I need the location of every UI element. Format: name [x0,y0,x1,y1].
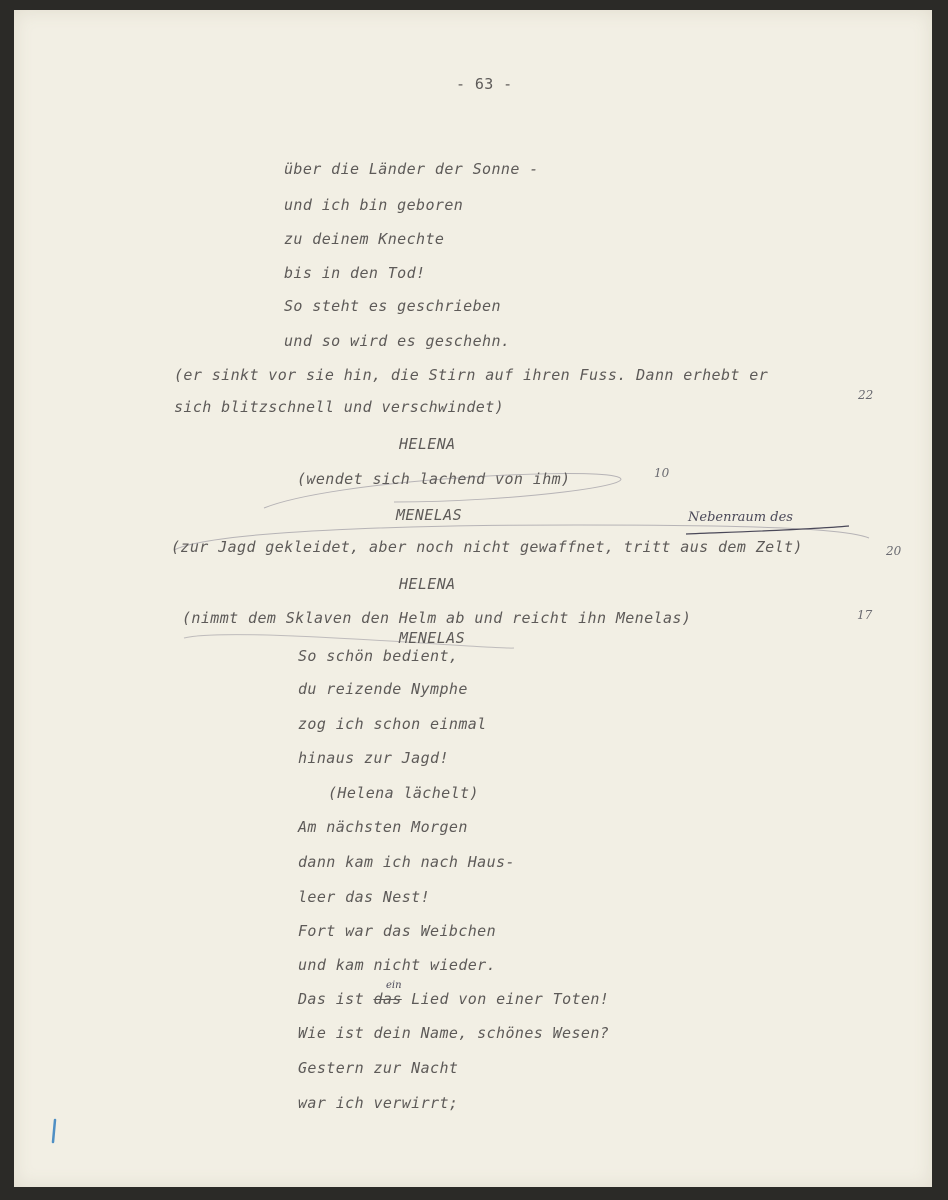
text-line: Am nächsten Morgen [298,818,468,836]
margin-note: 20 [886,544,902,558]
text-line: hinaus zur Jagd! [298,749,449,767]
speaker-name: MENELAS [396,506,463,524]
speaker-name: HELENA [399,435,456,453]
text-line: und ich bin geboren [284,196,464,214]
text-line: und kam nicht wieder. [298,956,497,974]
stage-direction: sich blitzschnell und verschwindet) [174,398,505,416]
stage-direction: (nimmt dem Sklaven den Helm ab und reicht ihn Menelas) [182,609,692,627]
text-line: leer das Nest! [298,888,431,906]
document-page [14,10,932,1187]
margin-note: 17 [857,608,873,622]
text-line: bis in den Tod! [284,264,426,282]
text-line: zog ich schon einmal [298,715,487,733]
handwritten-correction: ein [386,980,402,991]
text-line: Wie ist dein Name, schönes Wesen? [298,1024,610,1042]
text-fragment: Das ist [298,990,365,1008]
page-number: - 63 - [456,75,513,93]
pencil-strokes [14,10,932,1187]
text-line: war ich verwirrt; [298,1094,459,1112]
speaker-name: MENELAS [399,629,466,647]
stage-direction: (wendet sich lachend von ihm) [297,470,571,488]
text-line: über die Länder der Sonne - [284,160,539,178]
handwritten-insertion: Nebenraum des [688,510,793,525]
stage-direction: (Helena lächelt) [328,784,479,802]
text-line: zu deinem Knechte [284,230,445,248]
margin-note: 10 [654,466,670,480]
text-line: Fort war das Weibchen [298,922,497,940]
text-fragment: Lied von einer Toten! [411,990,610,1008]
text-line: So steht es geschrieben [284,297,501,315]
margin-note: 22 [858,388,874,402]
stage-direction: (zur Jagd gekleidet, aber noch nicht gewaffnet, tritt aus dem Zelt) [171,538,803,556]
text-line: dann kam ich nach Haus- [298,853,515,871]
speaker-name: HELENA [399,575,456,593]
struck-word: das [373,990,402,1008]
text-line: und so wird es geschehn. [284,332,511,350]
text-line: du reizende Nymphe [298,680,468,698]
text-line: So schön bedient, [298,647,459,665]
text-line-with-correction [298,990,609,1008]
text-line: Gestern zur Nacht [298,1059,459,1077]
stage-direction: (er sinkt vor sie hin, die Stirn auf ihren Fuss. Dann erhebt er [174,366,769,384]
